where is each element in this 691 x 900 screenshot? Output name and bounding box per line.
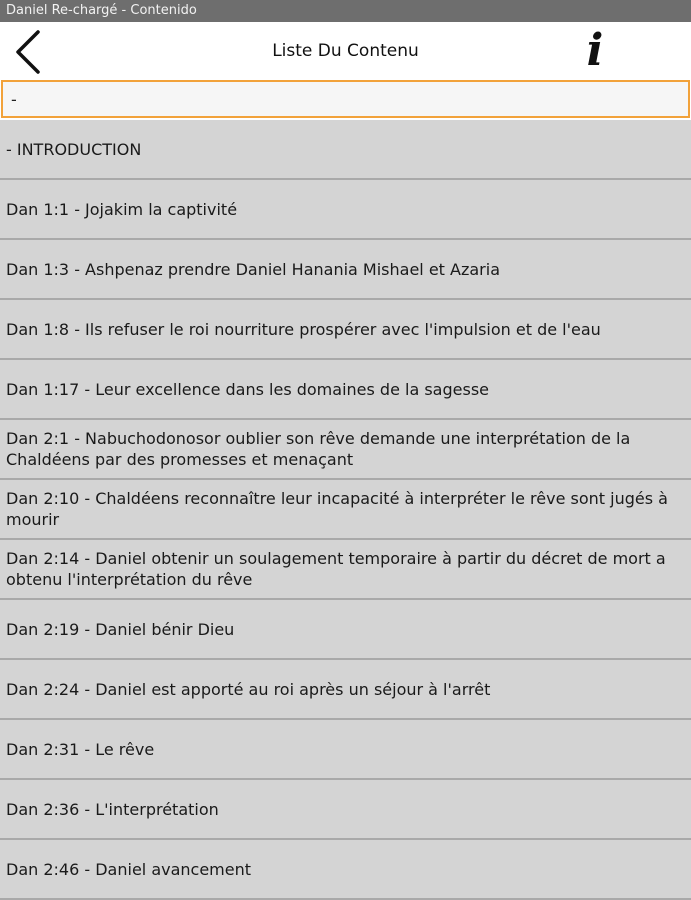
chevron-left-icon	[8, 28, 52, 76]
info-button[interactable]	[578, 26, 612, 76]
search-input[interactable]	[1, 80, 690, 118]
list-item-label: Dan 1:1 - Jojakim la captivité	[6, 199, 238, 219]
list-item-dan-2-19[interactable]	[0, 600, 691, 660]
list-item-dan-2-1[interactable]	[0, 420, 691, 480]
search-bar	[0, 80, 691, 120]
list-item-dan-2-31[interactable]	[0, 720, 691, 780]
list-item-label: Dan 1:17 - Leur excellence dans les domaines de la sagesse	[6, 379, 489, 399]
list-item-dan-1-8[interactable]	[0, 300, 691, 360]
list-item-label: Dan 1:8 - Ils refuser le roi nourriture prospérer avec l'impulsion et de l'eau	[6, 319, 601, 339]
list-item-label: Dan 2:19 - Daniel bénir Dieu	[6, 619, 235, 639]
content-list	[0, 120, 691, 900]
list-item-label: Dan 2:31 - Le rêve	[6, 739, 155, 759]
list-item-label: Dan 2:1 - Nabuchodonosor oublier son rêve demande une interprétation de la Chaldéens par des promesses et menaçant	[6, 429, 631, 469]
list-item-dan-1-17[interactable]	[0, 360, 691, 420]
list-item-label: Dan 2:10 - Chaldéens reconnaître leur incapacité à interpréter le rêve sont jugés à mourir	[6, 489, 668, 529]
window-title-bar	[0, 0, 691, 22]
list-item-label: Dan 1:3 - Ashpenaz prendre Daniel Hanania Mishael et Azaria	[6, 259, 501, 279]
list-item-label: Dan 2:24 - Daniel est apporté au roi après un séjour à l'arrêt	[6, 679, 491, 699]
window-title: Daniel Re-chargé - Contenido	[6, 3, 197, 18]
list-item-dan-2-36[interactable]	[0, 780, 691, 840]
info-icon: i	[586, 25, 604, 76]
list-item-label: Dan 2:46 - Daniel avancement	[6, 859, 252, 879]
list-item-dan-1-1[interactable]	[0, 180, 691, 240]
list-item-dan-2-24[interactable]	[0, 660, 691, 720]
list-item-dan-1-3[interactable]	[0, 240, 691, 300]
page-title: Liste Du Contenu	[272, 41, 419, 61]
list-item-label: - INTRODUCTION	[6, 139, 142, 159]
back-button[interactable]	[8, 28, 52, 76]
list-item-label: Dan 2:14 - Daniel obtenir un soulagement temporaire à partir du décret de mort a obtenu l'interprétation du rêve	[6, 549, 666, 589]
list-item-label: Dan 2:36 - L'interprétation	[6, 799, 219, 819]
list-item-dan-2-46[interactable]	[0, 840, 691, 900]
app-header	[0, 22, 691, 80]
list-item-dan-2-10[interactable]	[0, 480, 691, 540]
list-item-dan-2-14[interactable]	[0, 540, 691, 600]
list-item-introduction[interactable]	[0, 120, 691, 180]
